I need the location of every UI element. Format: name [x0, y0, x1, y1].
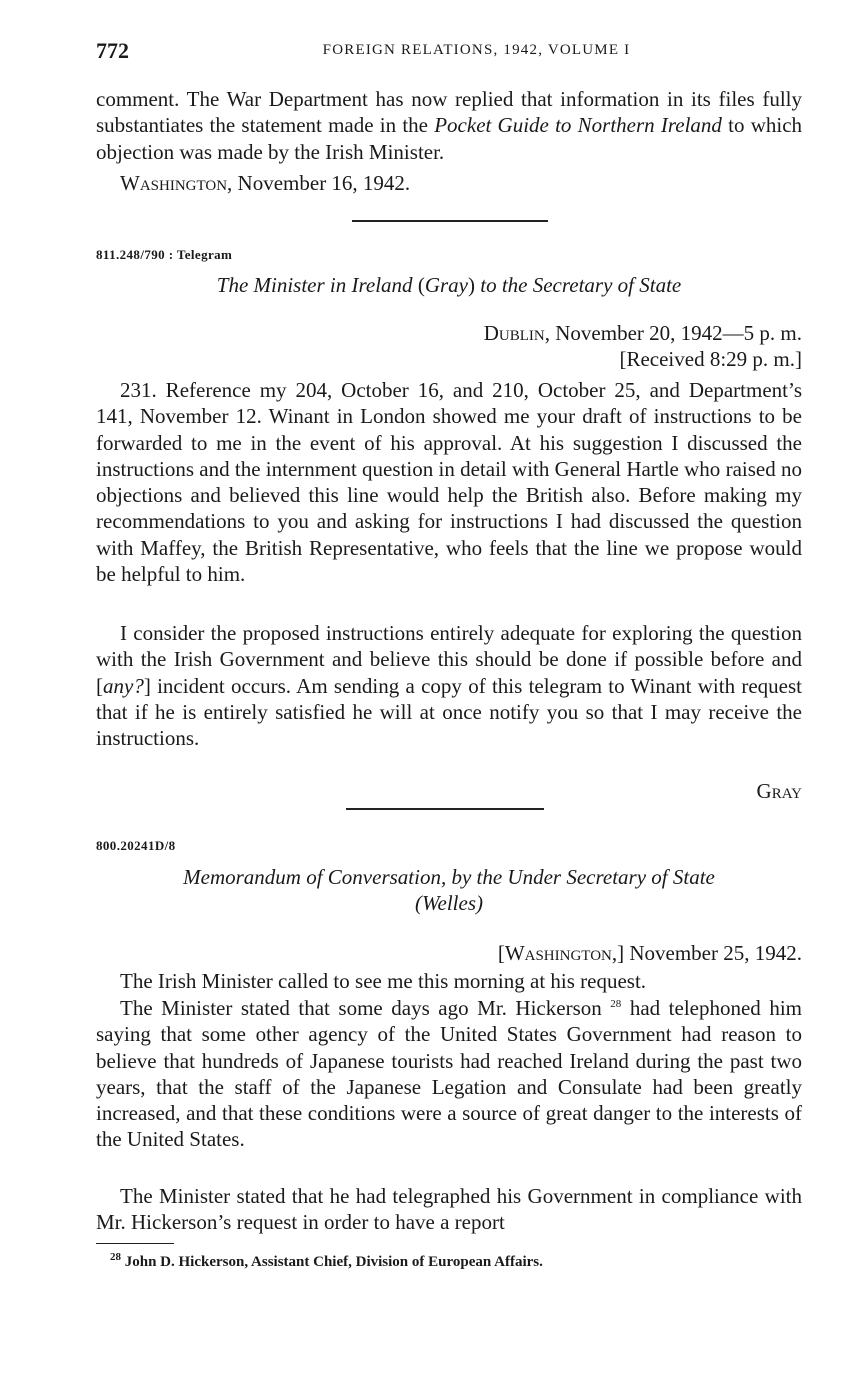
document-title: Memorandum of Conversation, by the Under Secretary of State (Welles) [96, 864, 802, 916]
dateline-date: November 25, 1942. [624, 941, 802, 965]
memo-paragraph: The Irish Minister called to see me this morning at his request. [120, 969, 647, 993]
dateline-washington: [Washington,] November 25, 1942. [497, 941, 802, 965]
dateline-dublin [96, 320, 802, 346]
footnote-text: John D. Hickerson, Assistant Chief, Division of European Affairs. [121, 1254, 543, 1270]
page-header [96, 38, 802, 68]
dateline-place: Washington [120, 171, 228, 195]
dateline-washington [96, 170, 802, 196]
continuation-paragraph: comment. The War Department has now replied that information in its files fully substantiates the statement made in the Pocket Guide to Northern Ireland to which objection was made by the Irish Minister. [96, 87, 803, 164]
telegram-paragraph: 231. Reference my 204, October 16, and 210, October 25, and Department’s 141, November 12. Winant in London showed me your draft of instructions to be forwarded to me in the event of his approval. At his suggestion I discussed the instructions and the internment question in detail with General Hartle who raised no objections and believed this line would help the British also. Before making my recommendations to you and asking for instructions I had discussed the question with Maffey, the British Representative, who feels that the line we propose would be helpful to him. [96, 378, 802, 587]
file-reference: 800.20241D/8 [96, 838, 176, 853]
dateline-date: , November 20, 1942—5 p. m. [544, 321, 802, 345]
footnote [96, 1251, 802, 1271]
document-title: The Minister in Ireland (Gray) to the Secretary of State [216, 273, 682, 297]
memo-paragraph: The Minister stated that he had telegraphed his Government in compliance with Mr. Hickerson’s request in order to have a report [96, 1184, 802, 1235]
footnote-divider [96, 1243, 174, 1244]
dateline-place: Washington [504, 941, 612, 965]
received-note: [Received 8:29 p. m.] [619, 347, 802, 371]
dateline-place: Dublin [483, 321, 545, 345]
pocket-guide-title: Pocket Guide to Northern Ireland [434, 113, 722, 138]
telegram-paragraph: I consider the proposed instructions entirely adequate for exploring the question with the Irish Government and believe this should be done if possible before and [any?] incident occurs. Am sending a copy of this telegram to Winant with request that if he is entirely satisfied he will at once notify you so that I may receive the instructions. [96, 621, 802, 751]
file-reference: 811.248/790 : Telegram [96, 247, 233, 262]
footnote-marker: 28 [110, 1251, 121, 1263]
memo-paragraph: The Minister stated that some days ago Mr. Hickerson $^{28}$ had telephoned him saying that some other agency of the United States Government had reason to believe that hundreds of Japanese tourists had reached Ireland during the past two years, that the staff of the Japanese Legation and Consulate had been greatly increased, and that these conditions were a source of great danger to the interests of the United States. [96, 996, 802, 1152]
sender-name: Gray [424, 273, 468, 297]
section-divider [346, 808, 544, 810]
page-number: 772 [96, 38, 129, 63]
section-divider [352, 220, 548, 222]
signature: Gray [756, 779, 802, 803]
running-title: FOREIGN RELATIONS, 1942, VOLUME I [322, 42, 631, 58]
author-name: (Welles) [414, 891, 484, 915]
dateline-date: , November 16, 1942. [227, 171, 411, 195]
footnote-reference[interactable]: 28 [610, 998, 622, 1010]
